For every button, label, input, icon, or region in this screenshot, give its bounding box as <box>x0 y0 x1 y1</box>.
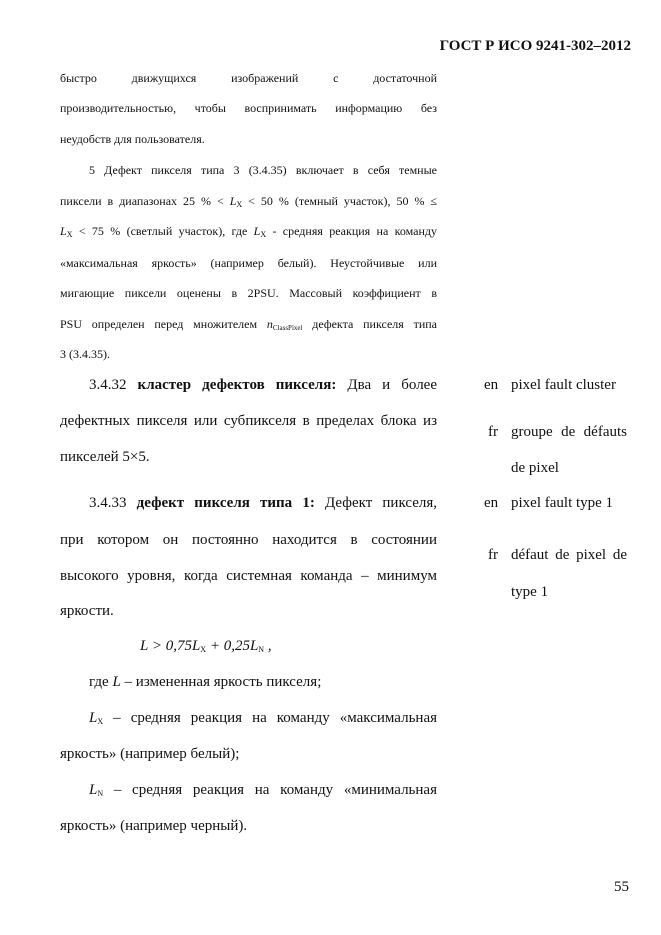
term-number: 3.4.33 <box>89 495 127 511</box>
where-lx-line-1: LX – средняя реакция на команду «максимальная <box>89 710 437 726</box>
intro-line-2: производительностью, чтобы воспринимать информацию без <box>60 101 437 115</box>
note5-line-6: PSU определен перед множителем $n_{ClassPixel}$ дефекта пикселя типа <box>60 317 438 332</box>
formula: L > 0,75LX + 0,25LN , <box>140 638 272 654</box>
term-number: 3.4.32 <box>89 377 127 393</box>
term-3-4-33-line-3: высокого уровня, когда системная команда – минимум <box>60 568 437 584</box>
lang-code-fr: fr <box>488 424 498 440</box>
fr-equivalent-line-2: de pixel <box>511 460 559 476</box>
term-3-4-32-line-3: пикселей 5×5. <box>60 449 150 465</box>
term-title: кластер дефектов пикселя: <box>137 377 337 393</box>
lang-code-en: en <box>484 495 499 511</box>
document-header: ГОСТ Р ИСО 9241-302–2012 <box>439 38 631 54</box>
term-3-4-32-line-1: 3.4.32 кластер дефектов пикселя: Два и более <box>89 377 437 393</box>
en-equivalent: pixel fault cluster <box>511 377 616 393</box>
term-3-4-33-line-4: яркости. <box>60 603 114 619</box>
lang-code-fr: fr <box>488 547 498 563</box>
lang-code-en: en <box>484 377 499 393</box>
term-3-4-33-line-1: 3.4.33 дефект пикселя типа 1: Дефект пикселя, <box>89 495 437 511</box>
term-title: дефект пикселя типа 1: <box>136 495 315 511</box>
fr-equivalent-line-2: type 1 <box>511 584 549 600</box>
note5-line-3: LX < 75 % (светлый участок), где LX - средняя реакция на команду <box>60 224 437 239</box>
intro-line-1: быстро движущихся изображений с достаточной <box>60 71 437 85</box>
note5-line-2: пиксели в диапазонах 25 % < LX < 50 % (темный участок), 50 % ≤ <box>60 194 438 209</box>
where-lx-line-2: яркость» (например белый); <box>60 746 240 762</box>
where-ln-line-1: LN – средняя реакция на команду «минимальная <box>89 782 437 798</box>
note5-line-5: мигающие пиксели оценены в 2PSU. Массовый коэффициент в <box>60 286 437 300</box>
term-3-4-32-line-2: дефектных пикселя или субпикселя в пределах блока из <box>60 413 437 429</box>
note5-line-4: «максимальная яркость» (например белый). Неустойчивые или <box>60 256 437 270</box>
note5-line-1: 5 Дефект пикселя типа 3 (3.4.35) включает в себя темные <box>89 163 437 177</box>
page-number: 55 <box>614 879 629 895</box>
fr-equivalent-line-1: groupe de défauts <box>511 424 627 440</box>
term-3-4-33-line-2: при котором он постоянно находится в состоянии <box>60 532 437 548</box>
fr-equivalent-line-1: défaut de pixel de <box>511 547 627 563</box>
note5-line-7: 3 (3.4.35). <box>60 347 110 361</box>
where-line-1: где L – измененная яркость пикселя; <box>89 674 322 690</box>
where-ln-line-2: яркость» (например черный). <box>60 818 248 834</box>
en-equivalent: pixel fault type 1 <box>511 495 614 511</box>
intro-line-3: неудобств для пользователя. <box>60 132 205 146</box>
